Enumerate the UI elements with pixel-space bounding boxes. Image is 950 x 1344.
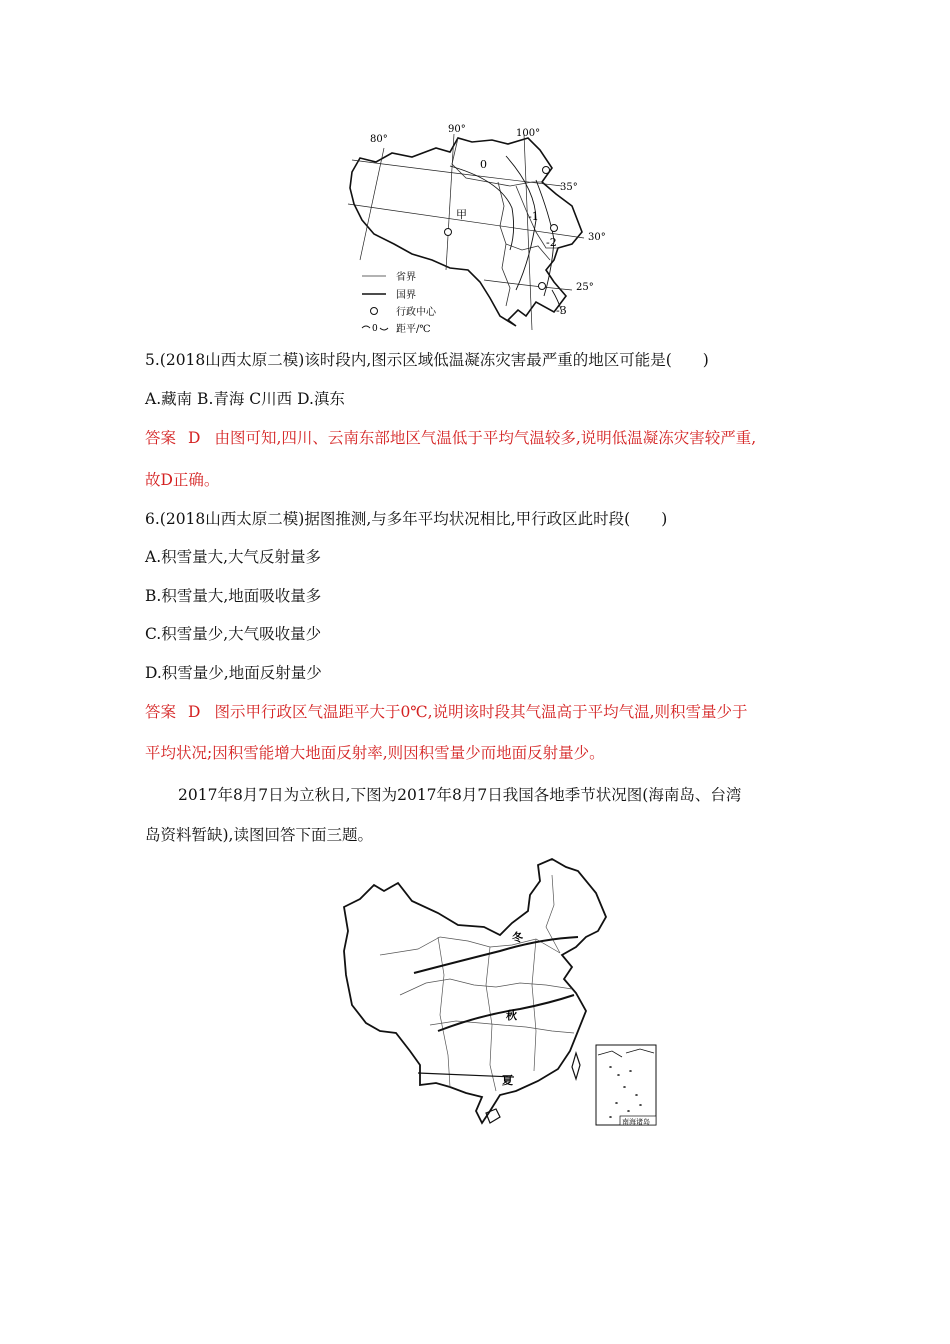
province-border [486,947,496,1091]
longitude-label-90: 90° [448,124,466,135]
question-6-option-c: C.积雪量少,大气吸收量少 [145,625,322,643]
legend-center-label: 行政中心 [396,307,436,318]
meridian-90 [446,134,454,270]
answer-key: D [188,429,201,447]
question-5-stem: 5.(2018山西太原二模)该时段内,图示区域低温凝冻灾害最严重的地区可能是( ) [145,351,709,369]
season-label-winter: 冬 [512,931,523,944]
china-season-map [340,855,660,1130]
season-label-summer: 夏 [502,1074,513,1087]
answer-explanation: 图示甲行政区气温距平大于0℃,说明该时段其气温高于平均气温,则积雪量少于 [214,703,748,721]
admin-center-marker [539,283,546,290]
question-6-option-d: D.积雪量少,地面反射量少 [145,664,322,682]
isoline-label-0: 0 [480,158,487,171]
question-5-options: A.藏南 B.青海 C川西 D.滇东 [145,390,345,408]
inset-label: 南海诸岛 [622,1118,650,1126]
isoline-label-minus3: -3 [556,304,567,317]
hainan-island [486,1109,500,1123]
province-border [438,937,450,1087]
longitude-label-100: 100° [516,128,541,139]
meridian-80 [360,148,384,260]
legend-anomaly-label: 距平/℃ [396,324,431,335]
question-6-answer [145,701,748,723]
parallel-35 [352,160,562,186]
intro-line-2: 岛资料暂缺),读图回答下面三题。 [145,826,373,844]
answer-key: D [188,703,201,721]
south-sea-inset [596,1045,656,1125]
legend-center-marker [371,308,378,315]
region-label-jia: 甲 [456,208,467,221]
temperature-anomaly-map [340,120,610,338]
china-outline [344,859,606,1123]
isoline-label-minus2: -2 [546,236,557,249]
intro-line-1: 2017年8月7日为立秋日,下图为2017年8月7日我国各地季节状况图(海南岛、台湾 [178,786,742,804]
admin-center-marker [543,167,550,174]
season-boundary-summer [418,1073,514,1077]
season-label-autumn: 秋 [506,1009,517,1022]
question-5-answer [145,427,756,449]
isoline-label-minus1: -1 [528,210,539,223]
question-6-stem: 6.(2018山西太原二模)据图推测,与多年平均状况相比,甲行政区此时段( ) [145,510,668,528]
question-6-option-b: B.积雪量大,地面吸收量多 [145,587,322,605]
question-5-answer-cont: 故D正确。 [145,471,220,489]
question-6-answer-cont: 平均状况;因积雪能增大地面反射率,则因积雪量少而地面反射量少。 [145,744,605,762]
legend-province-label: 省界 [396,272,416,283]
taiwan-island [572,1053,580,1079]
answer-explanation: 由图可知,四川、云南东部地区气温低于平均气温较多,说明低温凝冻灾害较严重, [214,429,757,447]
province-border [546,875,560,953]
province-border [380,937,560,955]
answer-label: 答案 [145,429,177,447]
latitude-label-30: 30° [588,232,606,243]
meridian-100 [524,134,532,330]
province-border [452,138,542,186]
longitude-label-80: 80° [370,134,388,145]
answer-label: 答案 [145,703,177,721]
latitude-label-25: 25° [576,282,594,293]
admin-center-marker [551,225,558,232]
admin-center-marker [445,229,452,236]
legend-national-label: 国界 [396,290,416,301]
latitude-label-35: 35° [560,182,578,193]
question-6-option-a: A.积雪量大,大气反射量多 [145,548,322,566]
parallel-25 [484,280,572,290]
legend-isoline-value: 0 [372,324,378,334]
